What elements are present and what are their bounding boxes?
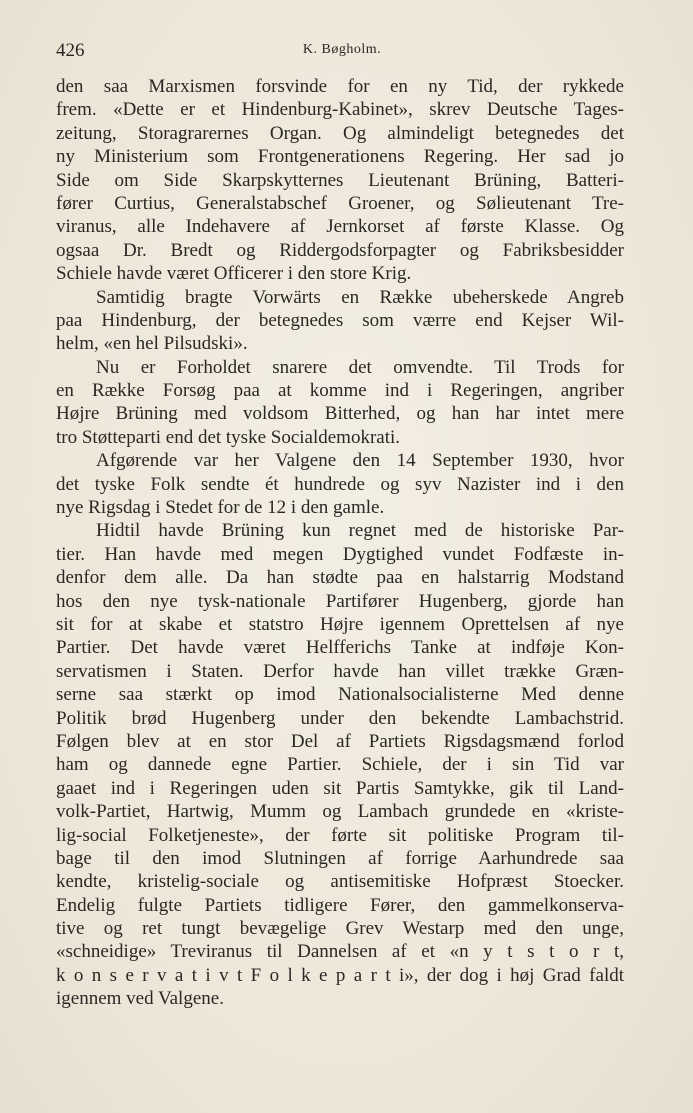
- text-line: ogsaa Dr. Bredt og Riddergodsforpagter og Fabriksbesidder: [56, 239, 624, 261]
- text-line: Partier. Det havde været Helfferichs Tanke at indføje Kon-: [56, 637, 624, 659]
- text-line: «schneidige» Treviranus til Dannelsen af et «n y t s t o r t,: [56, 941, 624, 963]
- text-line: nye Rigsdag i Stedet for de 12 i den gamle.: [56, 497, 385, 519]
- text-line: Schiele havde været Officerer i den store Krig.: [56, 263, 412, 285]
- text-line: servatismen i Staten. Derfor havde han villet trække Græn-: [56, 660, 624, 682]
- text-line: Endelig fulgte Partiets tidligere Fører, den gammelkonserva-: [56, 894, 624, 916]
- text-line: Side om Side Skarpskytternes Lieutenant Brüning, Batteri-: [56, 169, 624, 191]
- text-line: ham og dannede egne Partier. Schiele, der i sin Tid var: [56, 754, 624, 776]
- text-line: paa Hindenburg, der betegnedes som værre end Kejser Wil-: [56, 309, 624, 331]
- text-line: k o n s e r v a t i v t F o l k e p a r t i», der dog i høj Grad faldt: [56, 964, 624, 986]
- text-line: Afgørende var her Valgene den 14 September 1930, hvor: [96, 450, 624, 472]
- text-line: frem. «Dette er et Hindenburg-Kabinet», skrev Deutsche Tages-: [56, 99, 624, 121]
- text-line: Følgen blev at en stor Del af Partiets Rigsdagsmænd forlod: [56, 730, 624, 752]
- text-line: tive og ret tungt bevægelige Grev Westarp med den unge,: [56, 918, 624, 940]
- text-line: serne saa stærkt op imod Nationalsocialisterne Med denne: [56, 684, 624, 706]
- text-line: lig-social Folketjeneste», der førte sit politiske Program til-: [56, 824, 624, 846]
- text-line: gaaet ind i Regeringen uden sit Partis Samtykke, gik til Land-: [56, 777, 624, 799]
- text-line: bage til den imod Slutningen af forrige Aarhundrede saa: [56, 847, 624, 869]
- text-line: tier. Han havde med megen Dygtighed vundet Fodfæste in-: [56, 543, 624, 565]
- text-line: en Række Forsøg paa at komme ind i Regeringen, angriber: [56, 380, 624, 402]
- text-line: Nu er Forholdet snarere det omvendte. Til Trods for: [96, 356, 624, 378]
- text-line: zeitung, Storagrarernes Organ. Og almindeligt betegnedes det: [56, 122, 624, 144]
- text-line: denfor dem alle. Da han stødte paa en halstarrig Modstand: [56, 567, 624, 589]
- text-line: det tyske Folk sendte ét hundrede og syv Nazister ind i den: [56, 473, 624, 495]
- text-line: fører Curtius, Generalstabschef Groener, og Sølieutenant Tre-: [56, 192, 624, 214]
- text-line: volk-Partiet, Hartwig, Mumm og Lambach grundede en «kriste-: [56, 801, 624, 823]
- text-line: helm, «en hel Pilsudski».: [56, 333, 248, 355]
- text-line: tro Støtteparti end det tyske Socialdemokrati.: [56, 426, 401, 448]
- page-number: 426: [56, 40, 85, 61]
- body-text: [56, 75, 624, 1011]
- text-line: den saa Marxismen forsvinde for en ny Tid, der rykkede: [56, 76, 624, 97]
- text-line: hos den nye tysk-nationale Partifører Hugenberg, gjorde han: [56, 590, 624, 612]
- text-line: viranus, alle Indehavere af Jernkorset af første Klasse. Og: [56, 216, 624, 238]
- text-line: igennem ved Valgene.: [56, 988, 224, 1010]
- running-head: K. Bøgholm.: [302, 42, 382, 57]
- text-line: Hidtil havde Brüning kun regnet med de historiske Par-: [96, 520, 624, 542]
- page-header: [56, 40, 628, 64]
- text-line: Samtidig bragte Vorwärts en Række ubeherskede Angreb: [96, 286, 624, 308]
- text-line: sit for at skabe et statstro Højre igennem Oprettelsen af nye: [56, 613, 624, 635]
- text-line: kendte, kristelig-sociale og antisemitiske Hofpræst Stoecker.: [56, 871, 624, 893]
- text-line: Højre Brüning med voldsom Bitterhed, og han har intet mere: [56, 403, 624, 425]
- text-line: ny Ministerium som Frontgenerationens Regering. Her sad jo: [56, 146, 624, 168]
- text-line: Politik brød Hugenberg under den bekendte Lambachstrid.: [56, 707, 624, 729]
